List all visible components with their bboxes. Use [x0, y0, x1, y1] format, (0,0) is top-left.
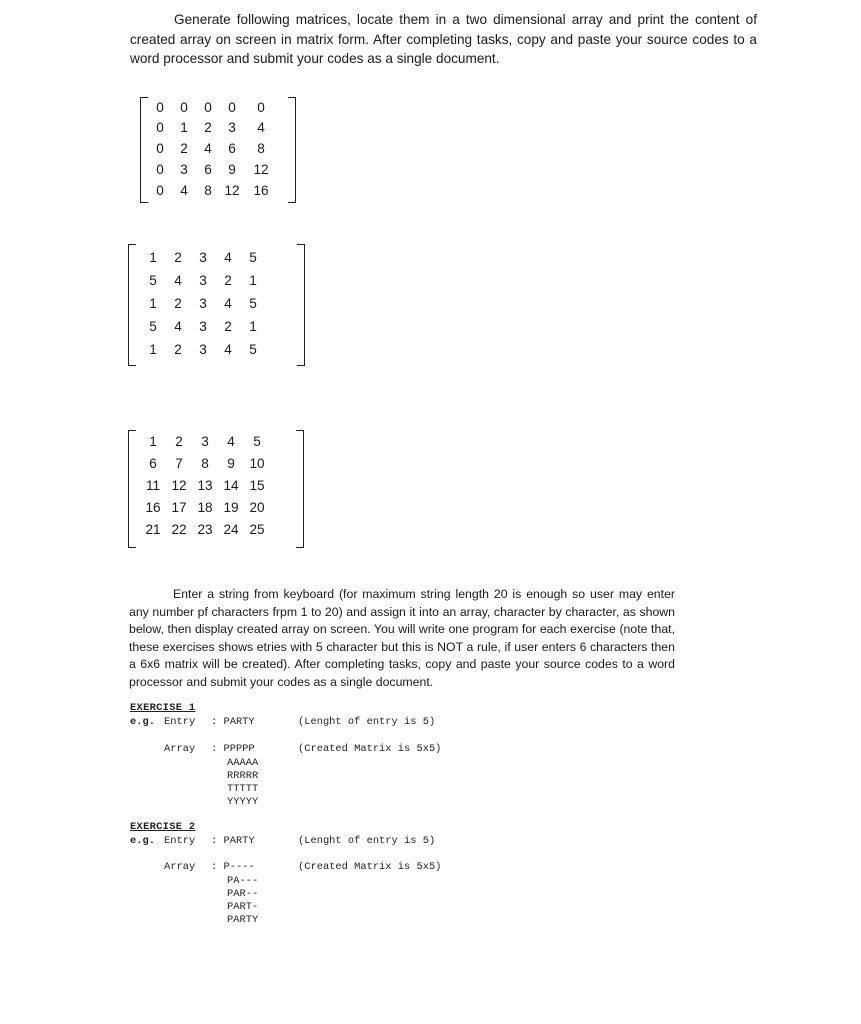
matrix-row	[140, 160, 296, 180]
matrix-cell: 8	[201, 456, 209, 471]
matrix-cell: 5	[149, 273, 157, 288]
matrix-cell: 5	[249, 296, 257, 311]
matrix-cell: 3	[199, 250, 207, 265]
matrix-cell: 4	[204, 141, 212, 156]
matrix-cell: 22	[171, 522, 187, 537]
matrix-cell: 1	[149, 434, 157, 449]
array-line: : PPPPP	[211, 743, 255, 755]
matrix-cell: 2	[204, 120, 212, 135]
matrix-cell: 0	[180, 100, 188, 115]
matrix-cell: 4	[224, 250, 232, 265]
matrix-cell: 24	[223, 522, 239, 537]
matrix-cell: 5	[249, 250, 257, 265]
matrix-cell: 4	[224, 342, 232, 357]
matrix-cell: 0	[257, 100, 265, 115]
matrix-row	[128, 294, 305, 314]
matrix-cell: 25	[249, 522, 265, 537]
matrix-cell: 2	[180, 141, 188, 156]
matrix-cell: 0	[156, 120, 164, 135]
matrix-cell: 13	[197, 478, 213, 493]
matrix-cell: 12	[224, 183, 240, 198]
matrix-cell: 15	[249, 478, 265, 493]
string-task-paragraph	[129, 586, 675, 692]
matrix-cell: 0	[204, 100, 212, 115]
matrix-cell: 12	[171, 478, 187, 493]
matrix-row	[140, 181, 296, 201]
matrix-cell: 9	[227, 456, 235, 471]
matrix-row	[128, 476, 304, 496]
matrix-cell: 0	[156, 183, 164, 198]
matrix-cell: 6	[149, 456, 157, 471]
matrix-cell: 4	[227, 434, 235, 449]
matrix-cell: 7	[175, 456, 183, 471]
matrix-cell: 12	[253, 162, 269, 177]
matrix-cell: 1	[149, 342, 157, 357]
string-task-text: Enter a string from keyboard (for maximum string length 20 is enough so user may enter any number pf characters frpm 1 to 20) and assign it into an array, character by character, as shown below, then display created array on screen. You will write one program for each exercise (note that, these exercises shows etries with 5 character but this is NOT a rule, if user enters 6 characters then a 6x6 matrix will be created). After completing tasks, copy and paste your source codes to a word processor and submit your codes as a single document.	[129, 587, 675, 689]
matrix-row	[140, 139, 296, 159]
matrix-row	[128, 520, 304, 540]
array-label: Array	[164, 743, 196, 755]
entry-value: : PARTY	[211, 835, 255, 847]
matrix-cell: 9	[228, 162, 236, 177]
matrix-cell: 11	[145, 478, 161, 493]
sequential-matrix	[128, 430, 304, 548]
matrix-cell: 3	[228, 120, 236, 135]
exercise-title: EXERCISE 1	[130, 702, 196, 714]
eg-label: e.g.	[130, 835, 155, 847]
matrix-row	[128, 498, 304, 518]
matrix-cell: 6	[228, 141, 236, 156]
matrix-cell: 16	[145, 500, 161, 515]
matrix-row	[128, 317, 305, 337]
matrix-cell: 20	[249, 500, 265, 515]
matrix-cell: 18	[197, 500, 213, 515]
matrix-cell: 3	[199, 319, 207, 334]
entry-note: (Lenght of entry is 5)	[298, 716, 436, 728]
matrix-cell: 0	[228, 100, 236, 115]
matrix-row	[128, 248, 305, 268]
matrix-cell: 0	[156, 162, 164, 177]
matrix-cell: 6	[204, 162, 212, 177]
matrix-cell: 21	[145, 522, 161, 537]
matrix-cell: 4	[174, 273, 182, 288]
matrix-cell: 14	[223, 478, 239, 493]
matrix-cell: 4	[224, 296, 232, 311]
matrix-cell: 0	[156, 100, 164, 115]
matrix-cell: 5	[249, 342, 257, 357]
exercise-title: EXERCISE 2	[130, 821, 196, 833]
intro-text: Generate following matrices, locate them in a two dimensional array and print the content of created array on screen in matrix form. After completing tasks, copy and paste your source codes to a word processor and submit your codes as a single document.	[130, 12, 757, 66]
array-line: : P----	[211, 861, 255, 873]
matrix-cell: 1	[249, 319, 257, 334]
array-line: RRRRR	[227, 770, 259, 782]
array-line: PA---	[227, 875, 259, 887]
intro-paragraph	[130, 10, 757, 69]
matrix-cell: 3	[199, 342, 207, 357]
entry-label: Entry	[164, 835, 196, 847]
matrix-cell: 2	[224, 319, 232, 334]
alternating-matrix	[128, 244, 305, 366]
matrix-cell: 5	[149, 319, 157, 334]
matrix-cell: 16	[253, 183, 269, 198]
matrix-cell: 2	[175, 434, 183, 449]
matrix-row	[128, 271, 305, 291]
matrix-row	[140, 118, 296, 138]
array-line: YYYYY	[227, 796, 259, 808]
matrix-cell: 0	[156, 141, 164, 156]
matrix-cell: 2	[174, 342, 182, 357]
array-line: PART-	[227, 901, 259, 913]
matrix-cell: 4	[174, 319, 182, 334]
matrix-row	[128, 340, 305, 360]
matrix-cell: 1	[249, 273, 257, 288]
matrix-cell: 5	[253, 434, 261, 449]
entry-value: : PARTY	[211, 716, 255, 728]
entry-label: Entry	[164, 716, 196, 728]
matrix-row	[128, 454, 304, 474]
matrix-cell: 3	[199, 296, 207, 311]
matrix-cell: 1	[149, 296, 157, 311]
matrix-cell: 23	[197, 522, 213, 537]
matrix-row	[140, 98, 296, 118]
array-line: TTTTT	[227, 783, 259, 795]
matrix-row	[128, 432, 304, 452]
matrix-cell: 3	[180, 162, 188, 177]
matrix-cell: 19	[223, 500, 239, 515]
eg-label: e.g.	[130, 716, 155, 728]
array-note: (Created Matrix is 5x5)	[298, 743, 442, 755]
matrix-cell: 2	[174, 296, 182, 311]
matrix-cell: 8	[257, 141, 265, 156]
array-label: Array	[164, 861, 196, 873]
array-line: PARTY	[227, 914, 259, 926]
matrix-cell: 17	[171, 500, 187, 515]
matrix-cell: 1	[180, 120, 188, 135]
matrix-cell: 8	[204, 183, 212, 198]
matrix-cell: 2	[224, 273, 232, 288]
matrix-cell: 3	[201, 434, 209, 449]
matrix-cell: 1	[149, 250, 157, 265]
matrix-cell: 4	[257, 120, 265, 135]
matrix-cell: 2	[174, 250, 182, 265]
entry-note: (Lenght of entry is 5)	[298, 835, 436, 847]
array-note: (Created Matrix is 5x5)	[298, 861, 442, 873]
array-line: PAR--	[227, 888, 259, 900]
matrix-cell: 10	[249, 456, 265, 471]
array-line: AAAAA	[227, 757, 259, 769]
multiplication-matrix	[140, 97, 296, 203]
matrix-cell: 3	[199, 273, 207, 288]
matrix-cell: 4	[180, 183, 188, 198]
